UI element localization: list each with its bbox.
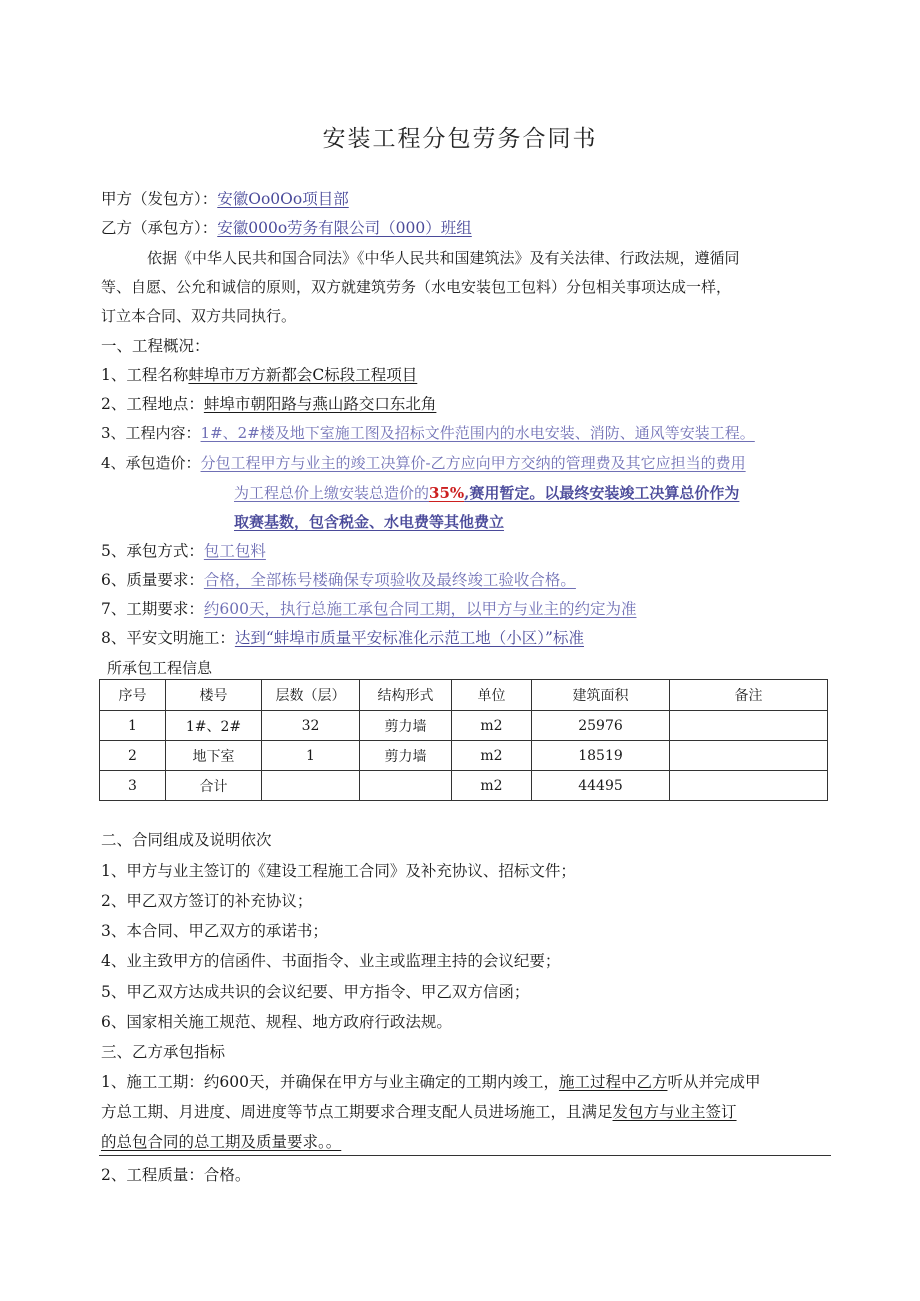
table-header-cell: 备注 — [670, 680, 828, 711]
section2-item-1: 1、甲方与业主签订的《建设工程施工合同》及补充协议、招标文件； — [101, 862, 576, 880]
contract-method-value: 包工包料 — [203, 542, 266, 560]
contract-price-line-3 — [234, 511, 504, 533]
safety-requirement — [101, 627, 584, 649]
table-cell: m2 — [452, 741, 532, 771]
table-header-row — [100, 680, 828, 711]
project-location — [101, 393, 436, 415]
party-b — [101, 217, 472, 239]
table-cell: 1 — [100, 711, 166, 741]
safety-requirement-value: 达到“蚌埠市质量平安标准化示范工地（小区）”标准 — [234, 629, 584, 647]
table-cell: 1#、2# — [166, 711, 262, 741]
contract-price-label: 4、承包造价： — [101, 454, 201, 472]
party-a — [101, 188, 349, 210]
table-row — [100, 741, 828, 771]
table-row — [100, 771, 828, 801]
section3-heading: 三、乙方承包指标 — [101, 1043, 226, 1061]
schedule-text-underlined: 施工过程中乙方 — [558, 1073, 668, 1091]
schedule-line-2a: 方总工期、月进度、周进度等节点工期要求合理支配人员进场施工，且满足 — [101, 1103, 613, 1121]
contract-price-line-2 — [234, 482, 739, 504]
quality-requirement-label: 6、质量要求： — [101, 571, 204, 589]
table-cell — [360, 771, 452, 801]
table-cell: 25976 — [532, 711, 670, 741]
project-content-value: 1#、2#楼及地下室施工图及招标文件范围内的水电安装、消防、通风等安装工程。 — [200, 424, 755, 442]
table-cell — [670, 771, 828, 801]
section2-item-5: 5、甲乙双方达成共识的会议纪要、甲方指令、甲乙双方信函； — [101, 983, 530, 1001]
table-cell: 地下室 — [166, 741, 262, 771]
contract-price-line-2a: 为工程总价上缴安装总造价的 — [234, 484, 430, 502]
table-cell: 44495 — [532, 771, 670, 801]
section1-heading: 一、工程概况： — [101, 337, 210, 355]
project-location-value: 蚌埠市朝阳路与燕山路交口东北角 — [203, 395, 437, 413]
table-header-cell: 楼号 — [166, 680, 262, 711]
section2-item-4: 4、业主致甲方的信函件、书面指令、业主或监理主持的会议纪要； — [101, 952, 561, 970]
project-name-value: 蚌埠市万方新都会C标段工程项目 — [188, 366, 418, 384]
contract-price-percent: 35% — [429, 484, 465, 502]
table-cell: 2 — [100, 741, 166, 771]
table-cell: 18519 — [532, 741, 670, 771]
table-header-cell: 单位 — [452, 680, 532, 711]
quality-requirement-value: 合格，全部栋号楼确保专项验收及最终竣工验收合格。 — [203, 571, 576, 589]
table-cell: 3 — [100, 771, 166, 801]
party-b-value: 安徽000o劳务有限公司（000）班组 — [217, 219, 472, 237]
project-info-table — [99, 679, 828, 801]
schedule-text: 1、施工工期：约600天，并确保在甲方与业主确定的工期内竣工， — [101, 1073, 559, 1091]
table-cell: m2 — [452, 711, 532, 741]
contract-method — [101, 540, 266, 562]
contract-price-line-3-text: 取赛基数，包含税金、水电费等其他费立 — [234, 513, 505, 531]
contract-price-line-2b: ,赛用暂定。以最终安装竣工决算总价作为 — [464, 484, 740, 502]
contract-method-label: 5、承包方式： — [101, 542, 204, 560]
party-a-value: 安徽Oo0Oo项目部 — [217, 190, 349, 208]
section2-item-3: 3、本合同、甲乙双方的承诺书； — [101, 922, 328, 940]
safety-requirement-label: 8、平安文明施工： — [101, 629, 235, 647]
divider-line — [99, 1155, 831, 1156]
project-name — [101, 364, 417, 386]
schedule-requirement-label: 7、工期要求： — [101, 600, 204, 618]
table-cell — [262, 771, 360, 801]
table-row — [100, 711, 828, 741]
section2-heading: 二、合同组成及说明依次 — [101, 831, 272, 849]
section3-item-1-line-2 — [101, 1101, 737, 1123]
schedule-line-3: 的总包合同的总工期及质量要求。。 — [101, 1133, 342, 1151]
schedule-requirement-value: 约600天，执行总施工承包合同工期，以甲方与业主的约定为准 — [203, 600, 637, 618]
table-cell: 32 — [262, 711, 360, 741]
section2-item-6: 6、国家相关施工规范、规程、地方政府行政法规。 — [101, 1013, 452, 1031]
project-name-label: 1、工程名称 — [101, 366, 189, 384]
table-cell: m2 — [452, 771, 532, 801]
section3-item-2: 2、工程质量：合格。 — [101, 1166, 251, 1184]
intro-line-2: 等、自愿、公允和诚信的原则，双方就建筑劳务（水电安装包工包料）分包相关事项达成一样， — [101, 278, 732, 296]
section3-item-1-line-3 — [101, 1131, 341, 1153]
table-cell: 剪力墙 — [360, 711, 452, 741]
table-cell: 剪力墙 — [360, 741, 452, 771]
table-caption: 所承包工程信息 — [107, 659, 213, 677]
table-header-cell: 序号 — [100, 680, 166, 711]
section2-item-2: 2、甲乙双方签订的补充协议； — [101, 892, 313, 910]
table-header-cell: 结构形式 — [360, 680, 452, 711]
table-header-cell: 建筑面积 — [532, 680, 670, 711]
project-content — [101, 422, 755, 444]
project-content-label: 3、工程内容： — [101, 424, 201, 442]
contract-price — [101, 452, 746, 474]
party-b-label: 乙方（承包方）： — [101, 219, 218, 237]
contract-price-line-1: 分包工程甲方与业主的竣工决算价-乙方应向甲方交纳的管理费及其它应担当的费用 — [200, 454, 746, 472]
schedule-text-tail: 听从并完成甲 — [667, 1073, 761, 1091]
party-a-label: 甲方（发包方）： — [101, 190, 218, 208]
intro-line-3: 订立本合同、双方共同执行。 — [101, 307, 297, 325]
table-cell: 合计 — [166, 771, 262, 801]
table-cell — [670, 741, 828, 771]
intro-line-1: 依据《中华人民共和国合同法》《中华人民共和国建筑法》及有关法律、行政法规，遵循同 — [147, 249, 740, 267]
table-cell: 1 — [262, 741, 360, 771]
schedule-line-2b: 发包方与业主签订 — [612, 1103, 737, 1121]
table-cell — [670, 711, 828, 741]
quality-requirement — [101, 569, 576, 591]
project-location-label: 2、工程地点： — [101, 395, 204, 413]
section3-item-1-line-1 — [101, 1071, 760, 1093]
document-title: 安装工程分包劳务合同书 — [322, 126, 598, 152]
table-header-cell: 层数（层） — [262, 680, 360, 711]
schedule-requirement — [101, 598, 636, 620]
